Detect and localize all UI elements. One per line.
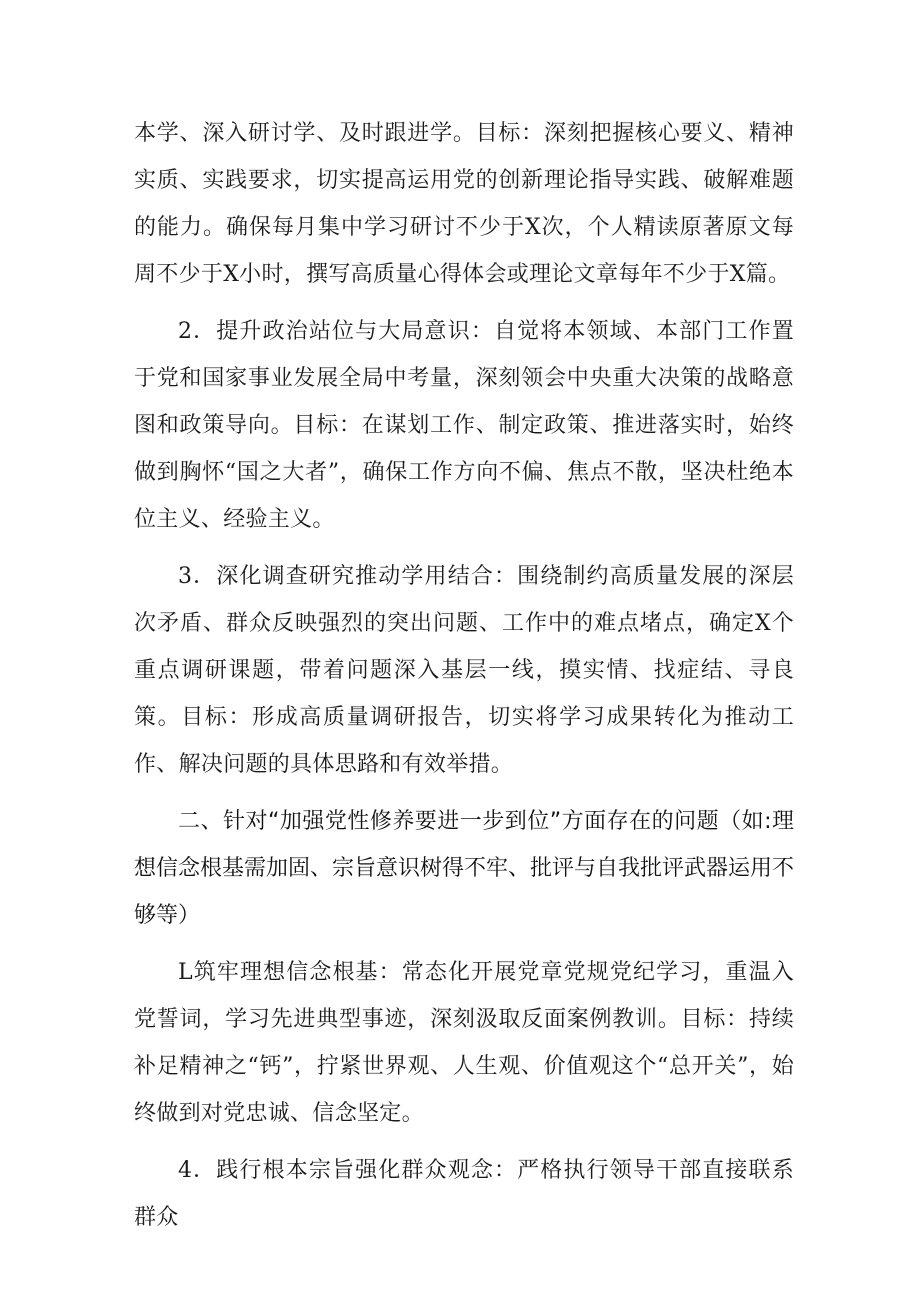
paragraph-mass-line: 4．践行根本宗旨强化群众观念：严格执行领导干部直接联系群众	[134, 1158, 794, 1230]
section-heading-two: 二、针对“加强党性修养要进一步到位”方面存在的问题（如:理想信念根基需加固、宗旨意识树得不牢、批评与自我批评武器运用不够等）	[134, 809, 795, 928]
paragraph-ideals: L筑牢理想信念根基：常态化开展党章党规党纪学习，重温入党誓词，学习先进典型事迹，深刻汲取反面案例教训。目标：持续补足精神之“钙”，拧紧世界观、人生观、价值观这个“总开关”，始终做到对党忠诚、信念坚定。	[134, 960, 794, 1126]
paragraph-research: 3．深化调查研究推动学用结合：围绕制约高质量发展的深层次矛盾、群众反映强烈的突出问题、工作中的难点堵点，确定X个重点调研课题，带着问题深入基层一线，摸实情、找症结、寻良策。目标：形成高质量调研报告，切实将学习成果转化为推动工作、解决问题的具体思路和有效举措。	[134, 564, 794, 777]
document-body	[134, 110, 794, 1251]
paragraph-political-awareness: 2．提升政治站位与大局意识：自觉将本领域、本部门工作置于党和国家事业发展全局中考量，深刻领会中央重大决策的战略意图和政策导向。目标：在谋划工作、制定政策、推进落实时，始终做到胸怀“国之大者”，确保工作方向不偏、焦点不散，坚决杜绝本位主义、经验主义。	[134, 319, 794, 532]
paragraph-study-goals: 本学、深入研讨学、及时跟进学。目标：深刻把握核心要义、精神实质、实践要求，切实提高运用党的创新理论指导实践、破解难题的能力。确保每月集中学习研讨不少于X次，个人精读原著原文每周不少于X小时，撰写高质量心得体会或理论文章每年不少于X篇。	[134, 121, 794, 287]
